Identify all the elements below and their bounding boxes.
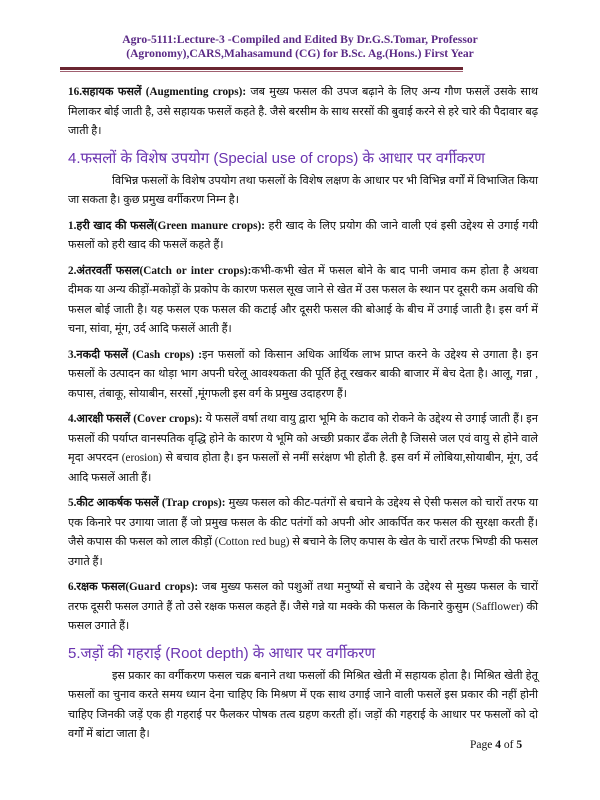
item-catch-crops — [68, 262, 538, 340]
text-cash-crops: इन फसलों को किसान अधिक आर्थिक लाभ प्राप्त करने के उद्देश्य से उगाता है। इन फसलों के उत्पादन का थोड़ा भाग अपनी घरेलू आवश्यकता की पूर्ति हेतू रखकर बाकी बाजार में बेच देता है। आलू, गन्ना , कपास, तंबाकू, सोयाबीन, सरसों ,मूंगफली इस वर्ग के प्रमुख उदाहरण हैं। — [68, 348, 538, 400]
term-green-manure: 1.हरी खाद की फसलें(Green manure crops): — [68, 219, 265, 232]
page-label: Page — [470, 739, 496, 751]
term-guard-crops: 6.रक्षक फसल(Guard crops): — [68, 581, 199, 593]
text-catch-crops: कभी-कभी खेत में फसल बोने के बाद पानी जमाव कम होता है अथवा दीमक या अन्य कीड़ों-मकोड़ों के प्रकोप के कारण फसल सूख जाने से खेत में उस फसल के स्थान पर दूसरी कम अवधि की फसल बोई जाती है। यह फसल एक फसल की कटाई और दूसरी फसल की बोआई के बीच में उगाई जाती है। इस वर्ग में चना, सांवा, मूंग, उर्द आदि फसलें आती हैं। — [68, 264, 539, 335]
header-divider — [60, 67, 463, 70]
item-cash-crops — [68, 346, 538, 405]
item-green-manure — [68, 217, 538, 256]
header-line-2: (Agronomy),CARS,Mahasamund (CG) for B.Sc. Ag.(Hons.) First Year — [126, 47, 474, 60]
header-divider-thin — [60, 71, 463, 72]
text-green-manure: हरी खाद के लिए प्रयोग की जाने वाली एवं इसी उद्देश्य से उगाई गयी फसलों को हरी खाद की फसलें कहते हैं। — [68, 219, 538, 251]
term-trap-crops: 5.कीट आकर्षक फसलें (Trap crops): — [68, 497, 226, 509]
term-catch-crops: 2.अंतरवर्ती फसल(Catch or inter crops): — [68, 264, 252, 277]
page-header — [60, 33, 540, 61]
intro-special-use: विभिन्न फसलों के विशेष उपयोग तथा फसलों के विशेष लक्षण के आधार पर भी विभिन्न वर्गों में विभाजित किया जा सकता है। कुछ प्रमुख वर्गीकरण निम्न है। — [68, 174, 538, 206]
page-of-label: of — [500, 739, 517, 751]
text-guard-crops: जब मुख्य फसल को पशुओं तथा मनुष्यों से बचाने के उद्देश्य से मुख्य फसल के चारों तरफ दूसरी फसल उगाते हैं तो उसे रक्षक फसल कहते हैं। जैसे गन्ने या मक्के की फसल के किनारे कुसुम (Safflower) की फसल उगाते हैं। — [68, 581, 538, 632]
page-total: 5 — [516, 739, 523, 751]
item-trap-crops — [68, 494, 538, 572]
text-trap-crops: मुख्य फसल को कीट-पतंगों से बचाने के उद्देश्य से ऐसी फसल को चारों तरफ या एक किनारे पर उगाया जाता हैं जो प्रमुख फसल के कीट पतंगों को अपनी ओर आकर्पित कर फसल की सुरक्षा करती हैं। जैसे कपास की फसल को लाल कीड़ों (Cotton red bug) से बचाने के लिए कपास के खेत के चारों तरफ भिण्डी की फसल उगाते हैं। — [68, 497, 538, 568]
section-heading-special-use: 4.फसलों के विशेष उपयोग (Special use of crops) के आधार पर वर्गीकरण — [68, 149, 485, 167]
intro-root-depth: इस प्रकार का वर्गीकरण फसल चक्र बनाने तथा फसलों की मिश्रित खेती में सहायक होता है। मिश्रित खेती हेतू फसलों का चुनाव करते समय ध्यान देना चाहिए कि मिश्रण में एक साथ उगाई जाने वाली फसलें इस प्रकार की नहीं होनी चाहिए जिनकी जड़ें एक ही गहराई पर फैलकर पोषक तत्व ग्रहण करती हों। जड़ों की गहराई के आधार पर फसलों को दो वर्गों में बांटा जाता है। — [68, 669, 538, 740]
paragraph-augmenting-crops — [68, 83, 538, 142]
term-augmenting-crops: 16.सहायक फसलें (Augmenting crops): — [68, 86, 247, 98]
term-cover-crops: 4.आरक्षी फसलें (Cover crops): — [68, 413, 203, 425]
text-augmenting-crops: जब मुख्य फसल की उपज बढ़ाने के लिए अन्य गौण फसलें उसके साथ मिलाकर बोई जाती है, उसे सहायक फसलें कहते है. जैसे बरसीम के साथ सरसों की बुवाई करने से हरे चारे की पैदावार बढ़ जाती है। — [68, 86, 538, 137]
item-guard-crops — [68, 578, 538, 637]
term-cash-crops: 3.नकदी फसलें (Cash crops) : — [68, 348, 202, 361]
item-cover-crops — [68, 410, 538, 488]
section-heading-root-depth: 5.जड़ों की गहराई (Root depth) के आधार पर वर्गीकरण — [68, 644, 376, 662]
page-current: 4 — [495, 739, 501, 751]
document-body — [68, 83, 538, 751]
text-cover-crops: ये फसलें वर्षा तथा वायु द्वारा भूमि के कटाव को रोकने के उद्देश्य से उगाई जाती हैं। इन फसलों की पर्याप्त वानस्पतिक वृद्धि होने के कारण ये भूमि को अच्छी प्रकार ढँक लेती है जिससे जल एवं वायु से होने वाले मृदा अपरदन (erosion) से बचाव होता है। इन फसलों से नमीं सरंक्षण भी होती है. इस वर्ग में लोबिया,सोयाबीन, मूंग, उर्द आदि फसलें आती हैं। — [68, 413, 538, 484]
page-number — [470, 739, 522, 751]
header-line-1: Agro-5111:Lecture-3 -Compiled and Edited By Dr.G.S.Tomar, Professor — [122, 33, 478, 46]
